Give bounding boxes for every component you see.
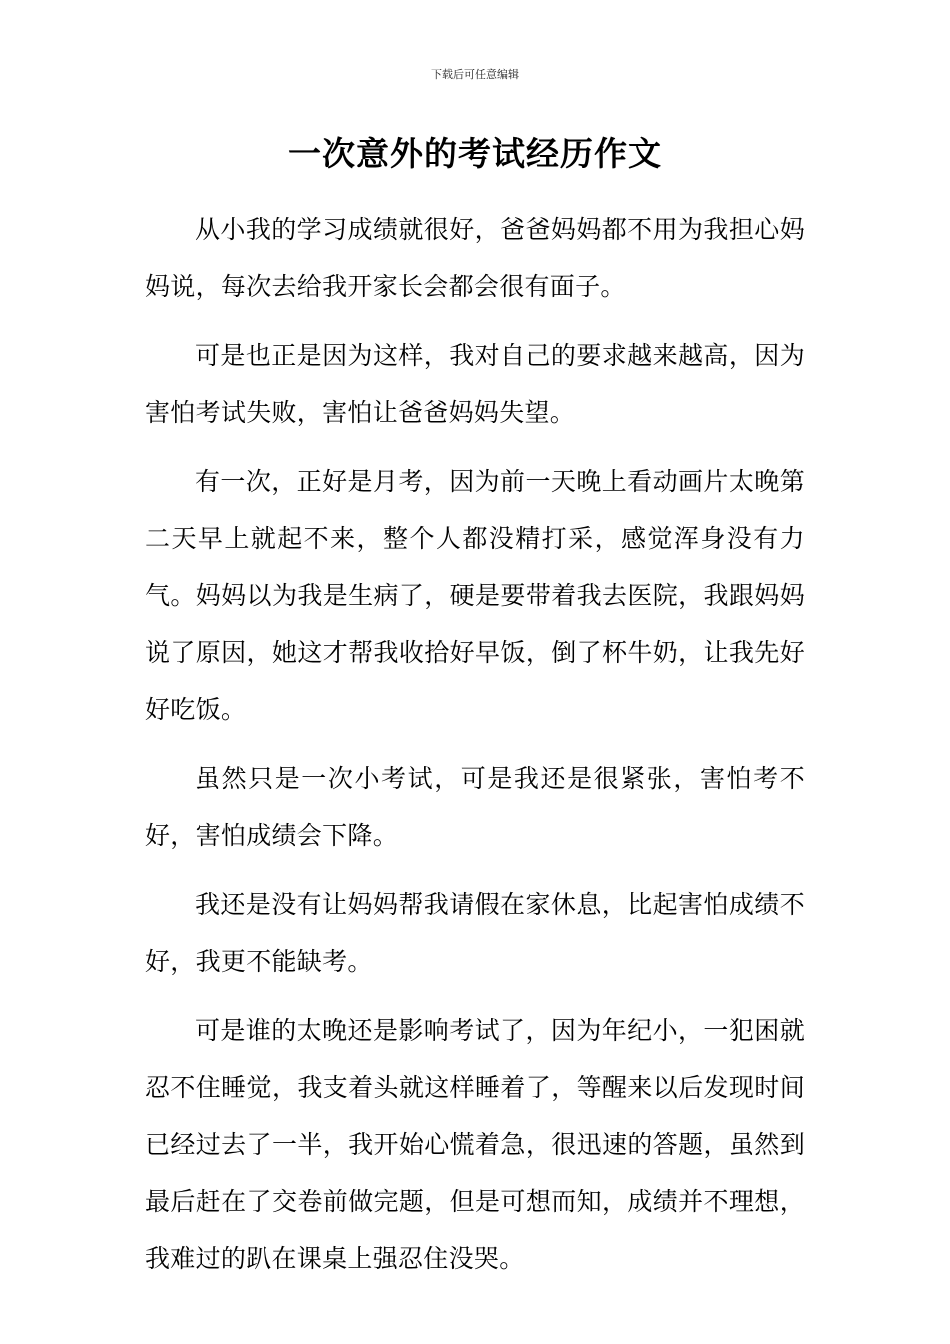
header-note: 下载后可任意编辑 (431, 68, 519, 81)
document-body (145, 201, 805, 1299)
paragraph-6: 可是谁的太晚还是影响考试了，因为年纪小，一犯困就忍不住睡觉，我支着头就这样睡着了，等醒来以后发现时间已经过去了一半，我开始心慌着急，很迅速的答题，虽然到最后赶在了交卷前做完题，但是可想而知，成绩并不理想，我难过的趴在课桌上强忍住没哭。 (145, 1016, 805, 1273)
paragraph-3: 有一次，正好是月考，因为前一天晚上看动画片太晚第二天早上就起不来，整个人都没精打采，感觉浑身没有力气。妈妈以为我是生病了，硬是要带着我去医院，我跟妈妈说了原因，她这才帮我收拾好早饭，倒了杯牛奶，让我先好好吃饭。 (145, 467, 805, 724)
paragraph-2: 可是也正是因为这样，我对自己的要求越来越高，因为害怕考试失败，害怕让爸爸妈妈失望。 (145, 341, 805, 427)
paragraph-4: 虽然只是一次小考试，可是我还是很紧张，害怕考不好，害怕成绩会下降。 (145, 764, 805, 850)
paragraph-1: 从小我的学习成绩就很好，爸爸妈妈都不用为我担心妈妈说，每次去给我开家长会都会很有面子。 (145, 215, 805, 301)
document-title: 一次意外的考试经历作文 (288, 134, 662, 173)
paragraph-5: 我还是没有让妈妈帮我请假在家休息，比起害怕成绩不好，我更不能缺考。 (145, 890, 805, 976)
